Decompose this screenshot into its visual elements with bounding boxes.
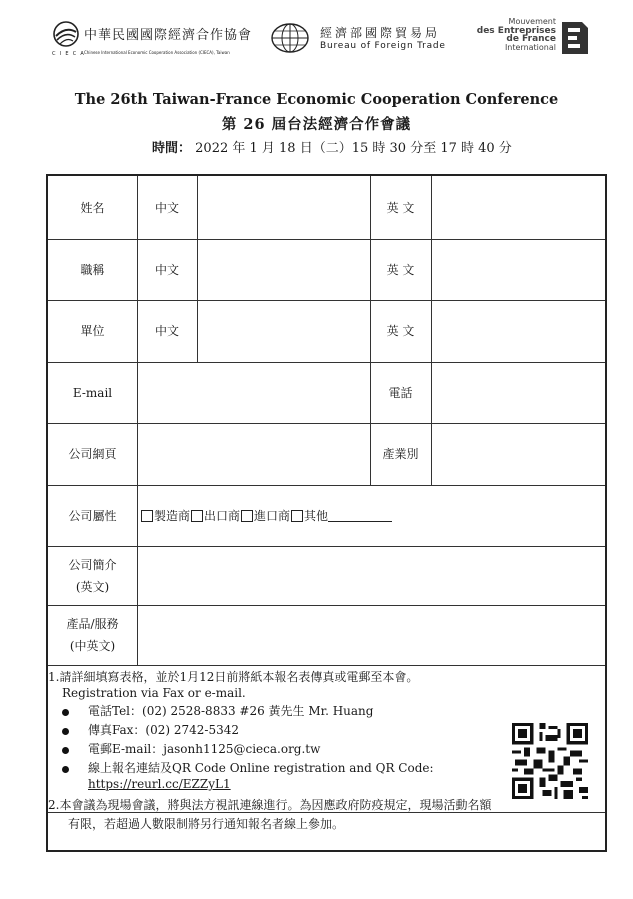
option-importer: 進口商 [254, 508, 291, 523]
title-cn: 第 26 屆台法經濟合作會議 [221, 116, 412, 133]
note-2b: 有限，若超過人數限制將另行通知報名者線上參加。 [68, 817, 345, 831]
checkbox-other[interactable] [291, 510, 303, 522]
bofp-logo [270, 22, 460, 60]
company-type-options [140, 485, 600, 546]
event-time [152, 137, 512, 156]
note-2a: 2.本會議為現場會議，將與法方視訊連線進行。為因應政府防疫規定，現場活動名額 [48, 798, 492, 812]
cieca-name-cn: 中華民國國際經濟合作協會 [84, 28, 253, 43]
checkbox-manufacturer[interactable] [141, 510, 153, 522]
mef-line-1: Mouvement [508, 17, 556, 26]
cieca-emblem-icon [52, 20, 80, 48]
note-tel: 電話Tel：(02) 2528-8833 #26 黃先生 Mr. Huang [88, 704, 374, 718]
cieca-abbr: C I E C A [52, 51, 86, 57]
company-type-label: 公司屬性 [68, 508, 117, 523]
bofp-name-en: Bureau of Foreign Trade [320, 41, 446, 51]
name-label: 姓名 [80, 200, 105, 215]
job-title-label: 職稱 [80, 262, 105, 277]
products-field[interactable] [138, 605, 605, 665]
products-label [48, 605, 137, 665]
unit-cn-label: 中文 [154, 324, 179, 338]
checkbox-exporter[interactable] [191, 510, 203, 522]
note-1: 1.請詳細填寫表格，並於1月12日前將紙本報名表傳真或電郵至本會。 [48, 670, 419, 684]
note-online: 線上報名連結及QR Code Online registration and QR Code: [88, 761, 434, 775]
email-label: E-mail [72, 385, 113, 400]
job-title-en-field[interactable] [432, 239, 605, 300]
cieca-logo [52, 20, 272, 60]
logo-bar [0, 12, 633, 64]
company-intro-field[interactable] [138, 546, 605, 605]
note-fax: 傳真Fax：(02) 2742-5342 [88, 723, 240, 737]
row-divider [48, 665, 605, 666]
option-other: 其他 [304, 508, 329, 523]
unit-cn-field[interactable] [198, 300, 370, 362]
mef-line-3: de France [506, 34, 556, 44]
registration-form [46, 174, 607, 852]
phone-label: 電話 [388, 385, 413, 400]
registration-link[interactable]: https://reurl.cc/EZZyL1 [88, 777, 231, 791]
unit-en-field[interactable] [432, 300, 605, 362]
bullet-icon [62, 766, 69, 773]
name-en-label: 英 文 [386, 200, 415, 215]
bullet-icon [62, 747, 69, 754]
time-label: 時間： [152, 141, 192, 156]
phone-field[interactable] [432, 362, 605, 423]
industry-field[interactable] [432, 423, 605, 485]
website-label: 公司網頁 [68, 447, 117, 461]
note-1-en: Registration via Fax or e-mail. [62, 686, 246, 700]
company-intro-label [48, 546, 137, 605]
job-title-cn-label: 中文 [154, 262, 179, 277]
bullet-icon [62, 709, 69, 716]
qr-code-icon[interactable] [512, 723, 588, 799]
name-en-field[interactable] [432, 176, 605, 239]
mef-line-4: International [504, 42, 556, 52]
mef-logo [470, 16, 590, 60]
cieca-name-en: Chinese International Economic Cooperation Association (CIECA), Taiwan [84, 50, 230, 55]
checkbox-importer[interactable] [241, 510, 253, 522]
note-email: 電郵E-mail：jasonh1125@cieca.org.tw [88, 742, 321, 756]
company-intro-label-2: (英文) [75, 579, 110, 594]
email-field[interactable] [138, 362, 370, 423]
website-field[interactable] [138, 423, 370, 485]
unit-en-label: 英 文 [386, 324, 415, 338]
title-en: The 26th Taiwan-France Economic Cooperation Conference [74, 91, 559, 108]
mef-line-2: des Entreprises [476, 25, 556, 36]
job-title-cn-field[interactable] [198, 239, 370, 300]
mef-e-mark-icon [560, 20, 590, 56]
bullet-icon [62, 728, 69, 735]
name-cn-label: 中文 [154, 200, 179, 215]
bofp-name-cn: 經濟部國際貿易局 [320, 26, 441, 40]
time-value: 2022 年 1 月 18 日（二）15 時 30 分至 17 時 40 分 [195, 141, 512, 156]
company-intro-label-1: 公司簡介 [68, 557, 117, 572]
products-label-1: 產品/服務 [66, 617, 119, 631]
option-exporter: 出口商 [204, 508, 241, 523]
option-manufacturer: 製造商 [154, 508, 191, 523]
unit-label: 單位 [80, 324, 105, 338]
products-label-2: (中英文) [69, 639, 116, 653]
job-title-en-label: 英 文 [386, 262, 415, 277]
other-blank-line[interactable] [328, 509, 392, 522]
industry-label: 產業別 [382, 447, 419, 461]
globe-icon [270, 22, 310, 54]
name-cn-field[interactable] [198, 176, 370, 239]
mef-text [477, 18, 556, 52]
